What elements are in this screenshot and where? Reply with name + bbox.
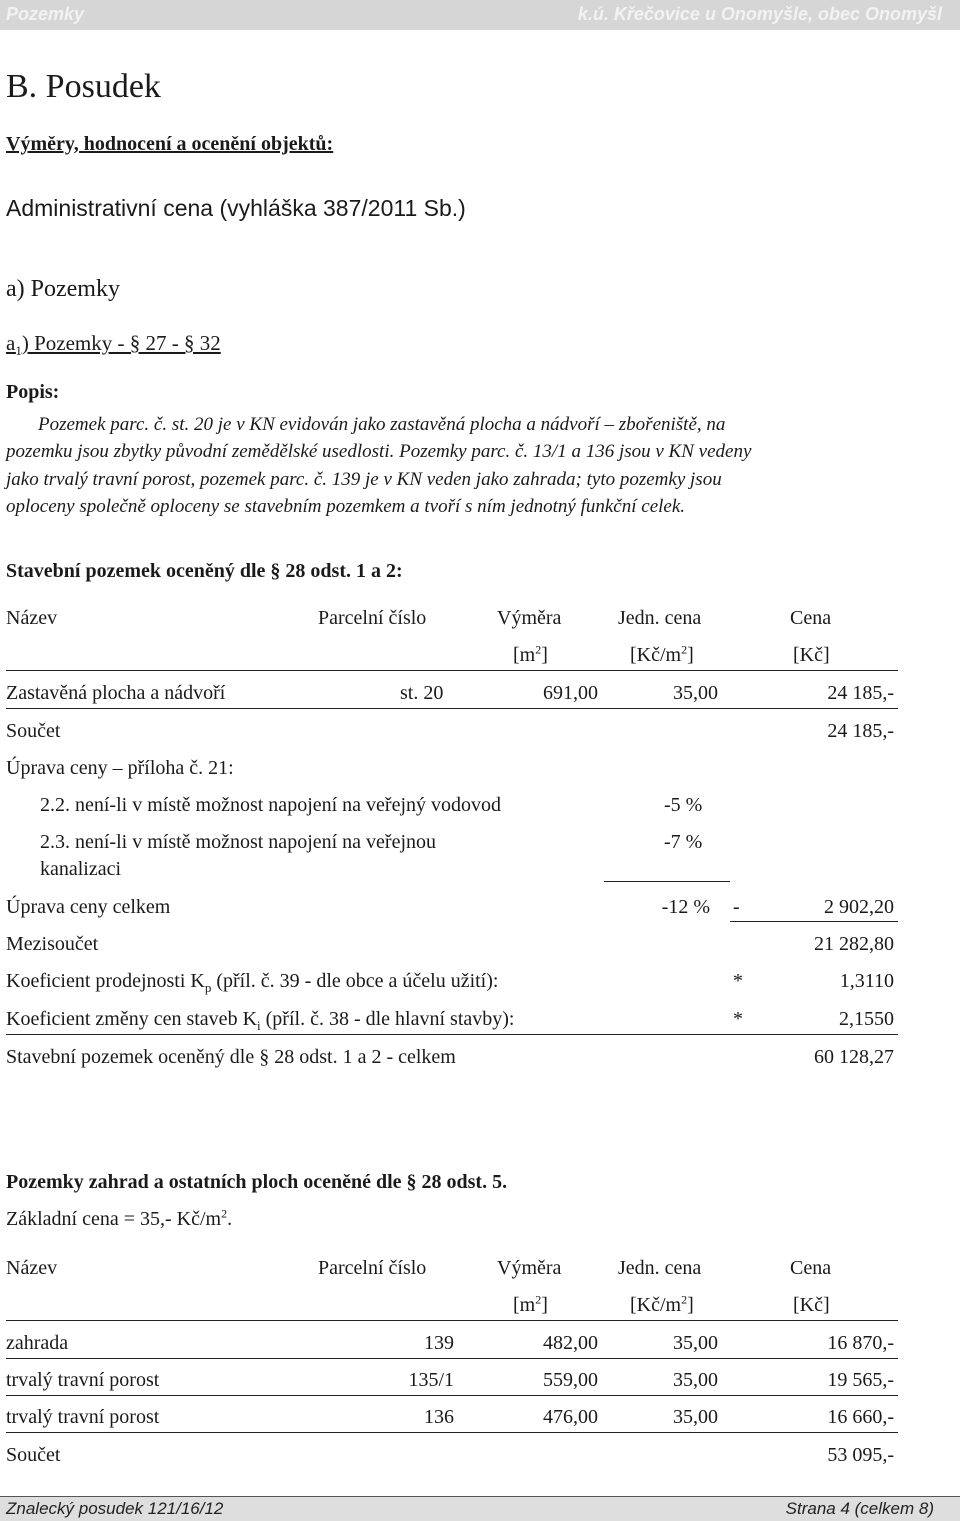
popis-line-1: Pozemek parc. č. st. 20 je v KN evidován jako zastavěná plocha a nádvoří – zbořeniště, na <box>38 414 726 435</box>
s2-unit-area: $[m^2]$ <box>513 1292 548 1316</box>
s1-adj-total-label: Úprava ceny celkem <box>6 896 171 918</box>
s1-row-parcel: st. 20 <box>400 682 444 704</box>
section2-title: Pozemky zahrad a ostatních ploch oceněné dle § 28 odst. 5. <box>6 1171 508 1193</box>
s1-adj1-value: -5 % <box>664 794 703 816</box>
s1-kp-value: 1,3110 <box>839 970 894 992</box>
s2-unit-price-unit: $[Kč/m^2]$ <box>630 1292 694 1316</box>
s1-adj-total-value: 2 902,20 <box>824 896 894 918</box>
s1-ki-rule <box>6 1034 898 1035</box>
table-row-parcel: 139 <box>424 1332 454 1354</box>
s1-adj1-text: 2.2. není-li v místě možnost napojení na veřejný vodovod <box>40 794 502 816</box>
s2-header-rule <box>6 1320 898 1321</box>
s1-total-value: 60 128,27 <box>814 1046 894 1068</box>
s2-header-area: Výměra <box>497 1257 562 1279</box>
header-right: k.ú. Křečovice u Onomyšle, obec Onomyšl <box>577 4 942 24</box>
s2-sum-value: 53 095,- <box>827 1444 894 1466</box>
table-row-price: 16 870,- <box>827 1332 894 1354</box>
table-row-parcel: 135/1 <box>408 1369 454 1391</box>
s1-row-area: 691,00 <box>543 682 598 704</box>
s2-header-name: Název <box>6 1257 58 1279</box>
popis-line-3: jako trvalý travní porost, pozemek parc. č. 139 je v KN veden jako zahrada; tyto pozemky jsou <box>6 469 722 490</box>
s1-header-area: Výměra <box>497 607 562 629</box>
s1-row-name: Zastavěná plocha a nádvoří <box>6 682 226 704</box>
table-row-area: 559,00 <box>543 1369 598 1391</box>
s1-header-price: Cena <box>790 607 832 629</box>
s1-adj2-value: -7 % <box>664 831 703 853</box>
section-a1-title <box>6 331 221 359</box>
s1-adj-total-sign: - <box>733 896 740 918</box>
header-left: Pozemky <box>6 4 85 24</box>
s1-sum-value: 24 185,- <box>827 720 894 742</box>
table-row-unit-price: 35,00 <box>673 1369 718 1391</box>
s1-sum-label: Součet <box>6 720 61 742</box>
s1-unit-area: $[m^2]$ <box>513 642 548 666</box>
s1-kp-sign: * <box>733 970 743 992</box>
section-subtitle: Výměry, hodnocení a ocenění objektů: <box>6 133 334 155</box>
table-row-parcel: 136 <box>424 1406 454 1428</box>
s2-header-parcel: Parcelní číslo <box>318 1257 427 1279</box>
s1-header-name: Název <box>6 607 58 629</box>
s1-unit-price-col: [Kč] <box>793 644 830 666</box>
s2-unit-price-col: [Kč] <box>793 1294 830 1316</box>
s1-row-rule <box>6 708 898 709</box>
s1-adj-total-rule <box>730 921 898 922</box>
s1-adj-rule <box>604 881 730 882</box>
s1-ki-sign: * <box>733 1008 743 1030</box>
s2-row2-rule <box>6 1395 898 1396</box>
s1-adj2-text2: kanalizaci <box>40 858 122 880</box>
admin-title: Administrativní cena (vyhláška 387/2011 Sb.) <box>6 195 466 221</box>
popis-line-2: pozemku jsou zbytky původní zemědělské usedlosti. Pozemky parc. č. 13/1 a 136 jsou v KN vedeny <box>6 441 752 462</box>
section-a-title: a) Pozemky <box>6 276 120 302</box>
s1-adjust-label: Úprava ceny – příloha č. 21: <box>6 757 234 779</box>
s1-row-price: 24 185,- <box>827 682 894 704</box>
s1-ki-label: Koeficient změny cen staveb $K_i$ (příl. č. 38 - dle hlavní stavby): <box>6 1008 515 1033</box>
page-title: B. Posudek <box>6 68 161 105</box>
s2-sum-label: Součet <box>6 1444 61 1466</box>
section1-title: Stavební pozemek oceněný dle § 28 odst. 1 a 2: <box>6 560 403 582</box>
page-footer <box>0 1496 960 1521</box>
a1-sub: 1 <box>15 343 22 359</box>
table-row-price: 19 565,- <box>827 1369 894 1391</box>
s1-adj2-text1: 2.3. není-li v místě možnost napojení na veřejnou <box>40 831 437 853</box>
table-row-name: trvalý travní porost <box>6 1369 160 1391</box>
s1-subtotal-value: 21 282,80 <box>814 933 894 955</box>
s1-subtotal-label: Mezisoučet <box>6 933 99 955</box>
s1-ki-value: 2,1550 <box>839 1008 894 1030</box>
s1-kp-label: Koeficient prodejnosti $K_p$ (příl. č. 39 - dle obce a účelu užití): <box>6 970 499 995</box>
popis-label: Popis: <box>6 381 60 403</box>
section2-base-price: Základní cena = 35,- $Kč/m^2$. <box>6 1206 233 1230</box>
a1-rest: ) Pozemky - § 27 - § 32 <box>21 331 221 355</box>
table-row-area: 476,00 <box>543 1406 598 1428</box>
s1-total-label: Stavební pozemek oceněný dle § 28 odst. 1 a 2 - celkem <box>6 1046 456 1068</box>
s1-header-unit-price: Jedn. cena <box>618 607 702 629</box>
s1-header-parcel: Parcelní číslo <box>318 607 427 629</box>
table-row-area: 482,00 <box>543 1332 598 1354</box>
s2-row1-rule <box>6 1358 898 1359</box>
s1-header-rule <box>6 670 898 671</box>
footer-right: Strana 4 (celkem 8) <box>785 1499 934 1518</box>
table-row-price: 16 660,- <box>827 1406 894 1428</box>
s1-adj-total-pct: -12 % <box>661 896 710 918</box>
s2-header-price: Cena <box>790 1257 832 1279</box>
page-header <box>0 0 960 30</box>
table-row-unit-price: 35,00 <box>673 1332 718 1354</box>
s1-row-unit-price: 35,00 <box>673 682 718 704</box>
a1-letter: a <box>6 331 16 355</box>
s2-header-unit-price: Jedn. cena <box>618 1257 702 1279</box>
table-row-unit-price: 35,00 <box>673 1406 718 1428</box>
s1-unit-price-unit: $[Kč/m^2]$ <box>630 642 694 666</box>
footer-left: Znalecký posudek 121/16/12 <box>6 1499 224 1518</box>
table-row-name: zahrada <box>6 1332 69 1354</box>
table-row-name: trvalý travní porost <box>6 1406 160 1428</box>
s2-row3-rule <box>6 1432 898 1433</box>
popis-line-4: oploceny společně oploceny se stavebním pozemkem a tvoří s ním jednotný funkční celek. <box>6 496 686 517</box>
